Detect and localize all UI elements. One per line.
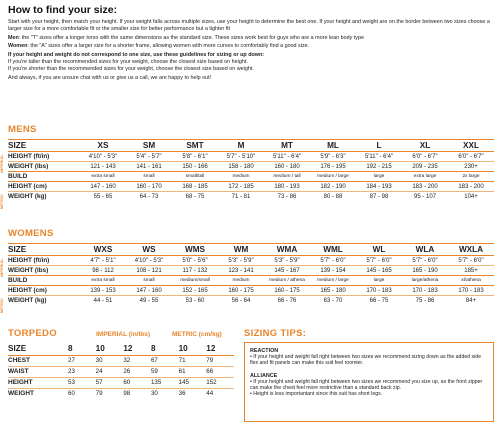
- table-cell: 172 - 185: [218, 182, 264, 192]
- size-cell: 12: [123, 343, 151, 355]
- table-cell: 2x large: [448, 172, 494, 182]
- table-row: [8, 192, 494, 202]
- guidelines: [8, 52, 494, 72]
- row-label: WAIST: [8, 366, 68, 377]
- torpedo-table: [8, 343, 234, 399]
- size-cell: WLA: [402, 244, 448, 256]
- table-cell: 30: [96, 355, 124, 366]
- table-cell: 27: [68, 355, 96, 366]
- table-cell: 160 - 175: [264, 286, 310, 296]
- table-cell: 53 - 60: [172, 296, 218, 306]
- table-row: [8, 377, 234, 388]
- table-cell: 145 - 167: [264, 266, 310, 276]
- table-cell: 67: [151, 355, 179, 366]
- table-cell: 152: [206, 377, 234, 388]
- table-cell: 79: [96, 388, 124, 399]
- table-cell: 147 - 160: [126, 286, 172, 296]
- table-cell: 185+: [448, 266, 494, 276]
- size-cell: WXS: [80, 244, 126, 256]
- table-cell: 192 - 215: [356, 162, 402, 172]
- table-cell: 5'7" - 6'0": [356, 256, 402, 266]
- row-label: HEIGHT: [8, 377, 68, 388]
- mens-size-table: [8, 139, 494, 202]
- table-cell: 71: [179, 355, 207, 366]
- table-cell: 165 - 180: [310, 286, 356, 296]
- guidelines-title: If your height and weight do not correspond to one size, use these guidelines for sizing or up down:: [8, 52, 265, 59]
- men-note-text: : the "T" sizes offer a longer torso with the same dimensions as the standard size. These sizes work best for guys who are a more lean body type: [18, 35, 365, 42]
- table-cell: 182 - 190: [310, 182, 356, 192]
- table-cell: large: [356, 172, 402, 182]
- row-label: CHEST: [8, 355, 68, 366]
- table-cell: 95 - 107: [402, 192, 448, 202]
- table-cell: 98 - 112: [80, 266, 126, 276]
- table-cell: large/athena: [402, 276, 448, 286]
- alliance-title: ALLIANCE: [250, 372, 278, 379]
- row-label: HEIGHT (ft/in): [8, 256, 80, 266]
- table-cell: 158 - 180: [218, 162, 264, 172]
- table-cell: medium: [218, 276, 264, 286]
- table-row: [8, 388, 234, 399]
- row-label: WEIGHT (lbs): [8, 162, 80, 172]
- table-cell: 183 - 200: [448, 182, 494, 192]
- row-label: WEIGHT (kg): [8, 192, 80, 202]
- guideline-taller: If you're taller than the recommended sizes for your weight, choose the closest size based on height.: [8, 58, 248, 65]
- table-cell: 170 - 183: [402, 286, 448, 296]
- table-cell: 55 - 65: [80, 192, 126, 202]
- size-cell: WMA: [264, 244, 310, 256]
- row-label: WEIGHT (kg): [8, 296, 80, 306]
- table-cell: small: [126, 276, 172, 286]
- torpedo-imperial-label: IMPERIAL (in/lbs): [96, 331, 151, 338]
- table-cell: 5'7" - 6'0": [310, 256, 356, 266]
- table-cell: 63 - 70: [310, 296, 356, 306]
- table-cell: 160 - 175: [218, 286, 264, 296]
- size-cell: XL: [402, 140, 448, 152]
- table-cell: 5'9" - 6'3": [310, 152, 356, 162]
- table-cell: 66 - 75: [356, 296, 402, 306]
- table-cell: 160 - 170: [126, 182, 172, 192]
- table-cell: 5'8" - 6'1": [172, 152, 218, 162]
- size-cell: MT: [264, 140, 310, 152]
- table-cell: 4'10" - 5'3": [80, 152, 126, 162]
- table-cell: small/tall: [172, 172, 218, 182]
- table-row: [8, 286, 494, 296]
- table-cell: 5'4" - 5'7": [126, 152, 172, 162]
- table-cell: 68 - 75: [172, 192, 218, 202]
- table-cell: 66 - 76: [264, 296, 310, 306]
- table-cell: medium / athena: [264, 276, 310, 286]
- torpedo-title: TORPEDO: [8, 328, 57, 339]
- table-cell: 160 - 180: [264, 162, 310, 172]
- table-cell: 24: [96, 366, 124, 377]
- table-cell: 121 - 143: [80, 162, 126, 172]
- table-cell: 66: [206, 366, 234, 377]
- table-cell: 36: [179, 388, 207, 399]
- table-cell: 5'3" - 5'9": [218, 256, 264, 266]
- table-cell: 117 - 132: [172, 266, 218, 276]
- torpedo-metric-label: METRIC (cm/kg): [172, 331, 222, 338]
- row-label: BUILD: [8, 172, 80, 182]
- table-cell: 230+: [448, 162, 494, 172]
- table-cell: extra small: [80, 172, 126, 182]
- table-cell: 145: [179, 377, 207, 388]
- size-cell: WML: [310, 244, 356, 256]
- table-cell: 141 - 161: [126, 162, 172, 172]
- reaction-title: REACTION: [250, 348, 279, 354]
- womens-title: WOMENS: [8, 228, 54, 239]
- women-note-text: : the "A" sizes offer a larger size for a shorter frame, allowing women with more curves to comfortably find a good size.: [27, 42, 310, 49]
- table-cell: 4'7" - 5'1": [80, 256, 126, 266]
- table-cell: 56 - 64: [218, 296, 264, 306]
- sizing-tips-title: SIZING TIPS:: [244, 328, 307, 339]
- table-cell: 147 - 160: [80, 182, 126, 192]
- table-cell: 150 - 166: [172, 162, 218, 172]
- table-row: [8, 152, 494, 162]
- table-cell: medium: [218, 172, 264, 182]
- table-cell: large: [356, 276, 402, 286]
- size-cell: XS: [80, 140, 126, 152]
- size-cell: M: [218, 140, 264, 152]
- table-cell: 176 - 195: [310, 162, 356, 172]
- table-cell: 104+: [448, 192, 494, 202]
- table-cell: medium / large: [310, 276, 356, 286]
- table-row: [8, 343, 234, 355]
- size-cell: SMT: [172, 140, 218, 152]
- size-cell: XXL: [448, 140, 494, 152]
- table-row: [8, 276, 494, 286]
- table-cell: 5'11" - 6'4": [356, 152, 402, 162]
- table-cell: 79: [206, 355, 234, 366]
- table-cell: 84+: [448, 296, 494, 306]
- row-label: HEIGHT (cm): [8, 182, 80, 192]
- table-row: [8, 244, 494, 256]
- table-cell: 53: [68, 377, 96, 388]
- reaction-tip: • If your height and weight fall right between two sizes we recommend sizing down as the added side flex and fit panels can make this suit feel roomier.: [250, 354, 482, 367]
- table-cell: 123 - 141: [218, 266, 264, 276]
- women-note-label: Women: [8, 42, 28, 49]
- size-cell: 8: [151, 343, 179, 355]
- mens-imperial-band: IMPERIAL: [0, 154, 4, 174]
- table-cell: 5'0" - 5'6": [172, 256, 218, 266]
- table-cell: 30: [151, 388, 179, 399]
- table-cell: 75 - 86: [402, 296, 448, 306]
- table-cell: 170 - 183: [448, 286, 494, 296]
- table-row: [8, 256, 494, 266]
- page-title: How to find your size:: [8, 4, 118, 16]
- table-cell: 6'0" - 6'7": [402, 152, 448, 162]
- table-cell: 87 - 98: [356, 192, 402, 202]
- table-cell: 59: [151, 366, 179, 377]
- table-cell: 44 - 51: [80, 296, 126, 306]
- table-cell: 49 - 55: [126, 296, 172, 306]
- row-label: HEIGHT (cm): [8, 286, 80, 296]
- table-cell: 5'7" - 6'0": [448, 256, 494, 266]
- sizing-tips-box: [244, 342, 494, 422]
- table-cell: 57: [96, 377, 124, 388]
- table-cell: medium / large: [310, 172, 356, 182]
- table-cell: 183 - 200: [402, 182, 448, 192]
- table-cell: 44: [206, 388, 234, 399]
- row-label: WEIGHT (lbs): [8, 266, 80, 276]
- row-label: HEIGHT (ft/in): [8, 152, 80, 162]
- size-label: SIZE: [8, 343, 68, 355]
- size-cell: SM: [126, 140, 172, 152]
- size-cell: 12: [206, 343, 234, 355]
- table-cell: 5'3" - 5'9": [264, 256, 310, 266]
- alliance-tip-height: • Height is less importantant since this suit has short legs.: [250, 391, 383, 398]
- table-row: [8, 162, 494, 172]
- size-cell: ML: [310, 140, 356, 152]
- table-cell: 73 - 86: [264, 192, 310, 202]
- table-cell: 80 - 88: [310, 192, 356, 202]
- table-cell: 6'0" - 6'7": [448, 152, 494, 162]
- intro-paragraph: Start with your height, then match your height. If your weight falls across multiple sizes, use your height to determine the best one. If your height and weight are on the border between two sizes choose a larger size for a more comfortable fit or the smaller size for better performance but a tighter fit: [8, 19, 490, 32]
- table-row: [8, 296, 494, 306]
- size-cell: WMS: [172, 244, 218, 256]
- size-label: SIZE: [8, 140, 80, 152]
- size-cell: 10: [179, 343, 207, 355]
- size-cell: WL: [356, 244, 402, 256]
- row-label: WEIGHT: [8, 388, 68, 399]
- size-cell: WXLA: [448, 244, 494, 256]
- table-cell: 23: [68, 366, 96, 377]
- size-label: SIZE: [8, 244, 80, 256]
- mens-metric-band: METRIC: [0, 194, 4, 210]
- womens-size-table: [8, 243, 494, 306]
- alliance-tip: • If your height and weight fall right between two sizes we recommend you size up, as the front zipper can make the chest feel more restrictive than a standard back zip.: [250, 378, 483, 391]
- table-cell: medium / tall: [264, 172, 310, 182]
- womens-metric-band: METRIC: [0, 298, 4, 314]
- table-cell: 180 - 193: [264, 182, 310, 192]
- table-cell: 5'7" - 6'0": [402, 256, 448, 266]
- table-row: [8, 182, 494, 192]
- table-cell: 32: [123, 355, 151, 366]
- table-cell: 61: [179, 366, 207, 377]
- women-note: [8, 43, 494, 50]
- table-cell: 152 - 165: [172, 286, 218, 296]
- men-note: [8, 35, 494, 42]
- womens-imperial-band: IMPERIAL: [0, 258, 4, 278]
- table-cell: medium/small: [172, 276, 218, 286]
- table-row: [8, 355, 234, 366]
- table-cell: small: [126, 172, 172, 182]
- table-cell: 64 - 73: [126, 192, 172, 202]
- table-row: [8, 266, 494, 276]
- table-cell: 4'10" - 5'3": [126, 256, 172, 266]
- table-row: [8, 366, 234, 377]
- table-cell: 135: [151, 377, 179, 388]
- row-label: BUILD: [8, 276, 80, 286]
- guideline-shorter: If you're shorter than the recommended sizes for your weight, choose the closest size based on weight.: [8, 65, 254, 72]
- table-cell: 168 - 185: [172, 182, 218, 192]
- size-cell: L: [356, 140, 402, 152]
- table-cell: 139 - 153: [80, 286, 126, 296]
- table-cell: 5'11" - 6'4": [264, 152, 310, 162]
- size-cell: 8: [68, 343, 96, 355]
- table-row: [8, 140, 494, 152]
- table-cell: 145 - 165: [356, 266, 402, 276]
- table-cell: 184 - 193: [356, 182, 402, 192]
- table-cell: 170 - 183: [356, 286, 402, 296]
- table-cell: 60: [68, 388, 96, 399]
- table-cell: 209 - 235: [402, 162, 448, 172]
- table-cell: 60: [123, 377, 151, 388]
- size-cell: WS: [126, 244, 172, 256]
- table-cell: xl/athena: [448, 276, 494, 286]
- table-cell: 139 - 154: [310, 266, 356, 276]
- table-cell: 5'7" - 5'10": [218, 152, 264, 162]
- size-cell: WM: [218, 244, 264, 256]
- table-cell: 98: [123, 388, 151, 399]
- table-cell: extra large: [402, 172, 448, 182]
- intro-text: [8, 19, 494, 85]
- table-row: [8, 172, 494, 182]
- closing-note: And always, if you are unsure chat with us or give us a call, we are happy to help out!: [8, 75, 212, 82]
- table-cell: 165 - 190: [402, 266, 448, 276]
- men-note-label: Men: [8, 35, 19, 42]
- table-cell: extra small: [80, 276, 126, 286]
- table-cell: 26: [123, 366, 151, 377]
- mens-title: MENS: [8, 124, 37, 135]
- size-cell: 10: [96, 343, 124, 355]
- table-cell: 108 - 121: [126, 266, 172, 276]
- table-cell: 71 - 81: [218, 192, 264, 202]
